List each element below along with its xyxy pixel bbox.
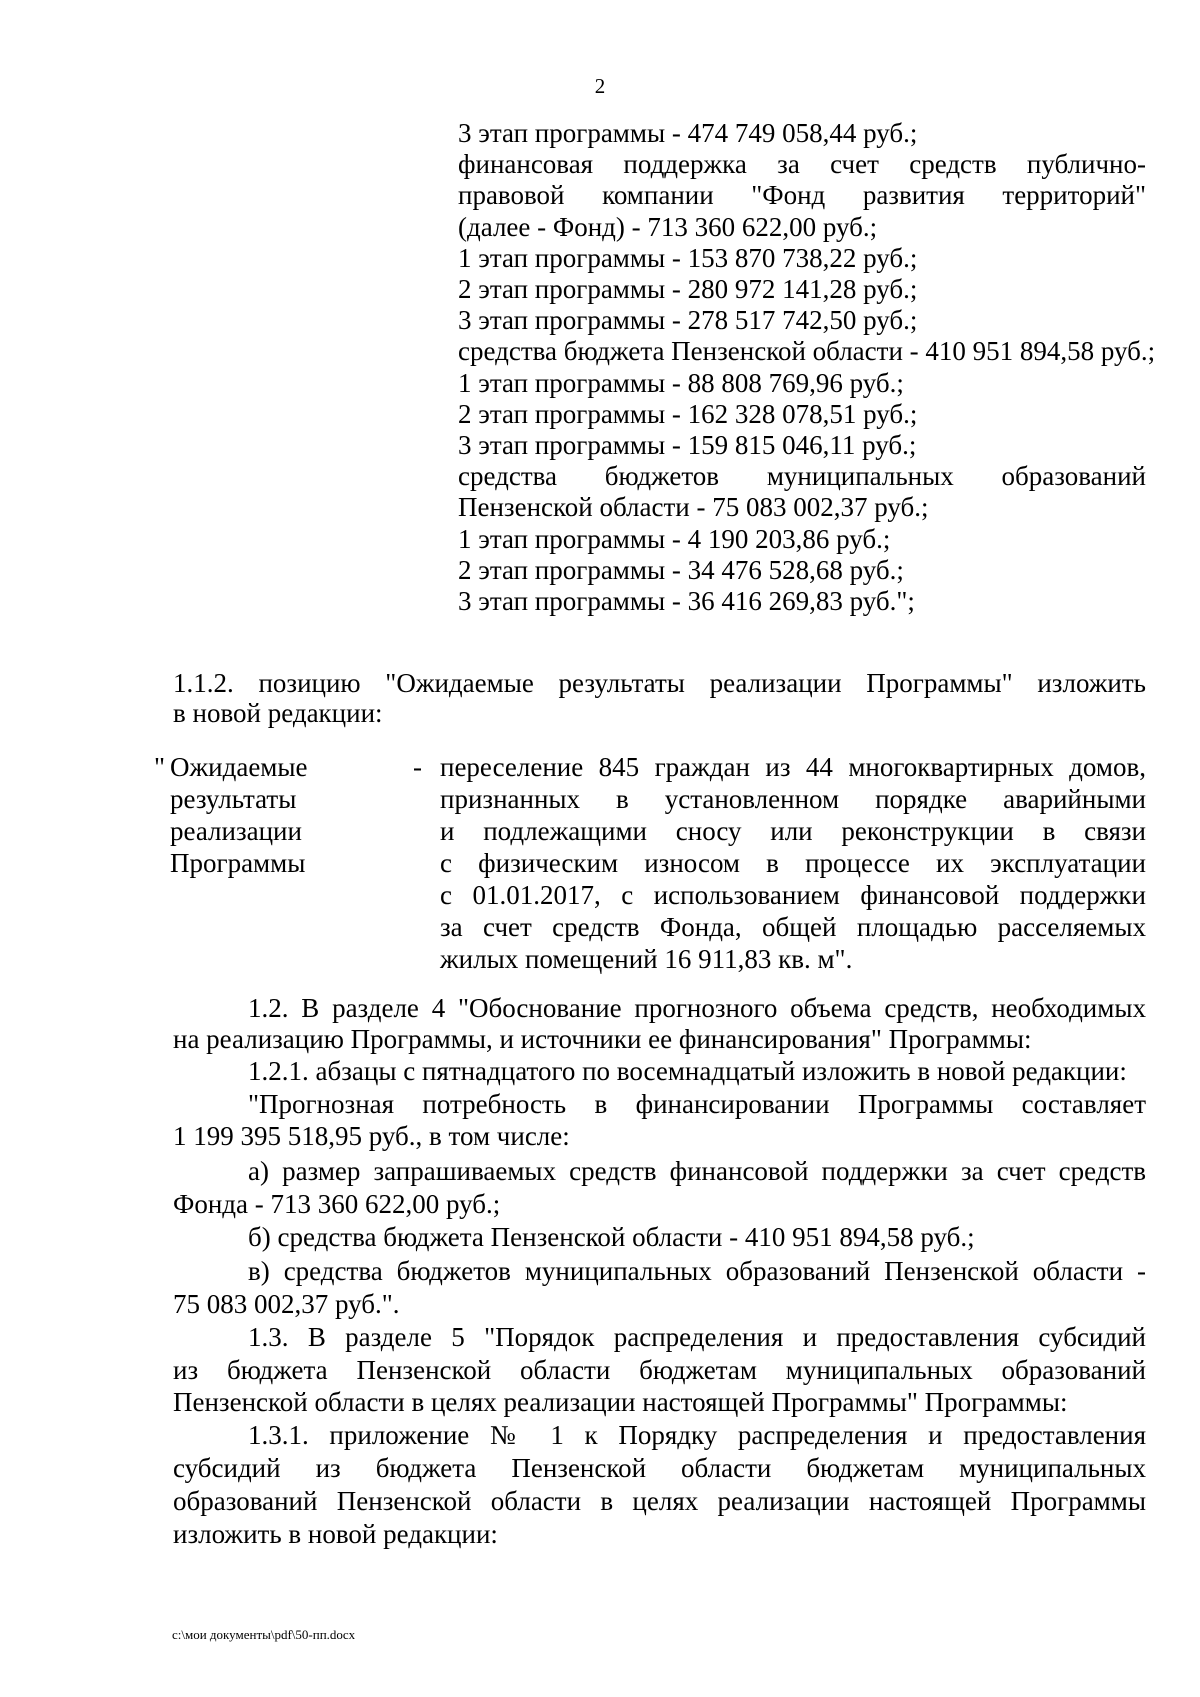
finance-line: средства бюджета Пензенской области - 410 951 894,58 руб.; xyxy=(458,336,1156,367)
finance-line: 2 этап программы - 280 972 141,28 руб.; xyxy=(458,274,918,304)
results-text-line: признанных в установленном порядке аварийными xyxy=(440,784,1146,814)
finance-line: правовой компании "Фонд развития территорий" xyxy=(458,180,1146,211)
para-c-line: 75 083 002,37 руб.". xyxy=(173,1289,400,1319)
para-a-line: Фонда - 713 360 622,00 руб.; xyxy=(173,1189,501,1219)
page-number: 2 xyxy=(594,74,606,98)
para-b: б) средства бюджета Пензенской области - 410 951 894,58 руб.; xyxy=(248,1222,975,1252)
finance-line: 3 этап программы - 278 517 742,50 руб.; xyxy=(458,305,918,336)
finance-line: средства бюджетов муниципальных образований xyxy=(458,461,1146,492)
para-1-3-1-line: изложить в новой редакции: xyxy=(173,1519,498,1549)
para-1-3-line: Пензенской области в целях реализации настоящей Программы" Программы: xyxy=(173,1387,1068,1417)
results-dash: - xyxy=(413,752,422,782)
results-label-line: Ожидаемые xyxy=(170,752,308,782)
results-label-line: результаты xyxy=(170,784,297,814)
results-label-line: реализации xyxy=(170,816,302,846)
results-text-line: жилых помещений 16 911,83 кв. м". xyxy=(440,944,853,974)
para-c-line: в) средства бюджетов муниципальных образований Пензенской области - xyxy=(248,1256,1146,1286)
para-1-1-2-line: в новой редакции: xyxy=(173,698,383,728)
para-1-3-1-line: образований Пензенской области в целях реализации настоящей Программы xyxy=(173,1486,1146,1516)
finance-line: 2 этап программы - 162 328 078,51 руб.; xyxy=(458,398,918,429)
finance-line: 3 этап программы - 159 815 046,11 руб.; xyxy=(458,430,917,460)
para-1-2-1: 1.2.1. абзацы с пятнадцатого по восемнадцатый изложить в новой редакции: xyxy=(248,1056,1127,1086)
para-1-3-line: из бюджета Пензенской области бюджетам муниципальных образований xyxy=(173,1355,1146,1385)
results-text-line: с физическим износом в процессе их эксплуатации xyxy=(440,848,1146,878)
para-1-2-line: 1.2. В разделе 4 "Обоснование прогнозного объема средств, необходимых xyxy=(248,993,1146,1023)
para-1-2-line: на реализацию Программы, и источники ее финансирования" Программы: xyxy=(173,1024,1032,1054)
finance-line: 3 этап программы - 474 749 058,44 руб.; xyxy=(458,118,918,148)
results-text-line: с 01.01.2017, с использованием финансовой поддержки xyxy=(440,880,1146,910)
finance-line: 1 этап программы - 153 870 738,22 руб.; xyxy=(458,242,918,273)
para-a-line: а) размер запрашиваемых средств финансовой поддержки за счет средств xyxy=(248,1156,1146,1186)
file-path-footer: c:\мои документы\pdf\50-пп.docx xyxy=(172,1627,356,1642)
finance-line: Пензенской области - 75 083 002,37 руб.; xyxy=(458,492,929,523)
finance-line: 2 этап программы - 34 476 528,68 руб.; xyxy=(458,554,904,585)
finance-line: 3 этап программы - 36 416 269,83 руб."; xyxy=(458,586,915,616)
results-text-line: переселение 845 граждан из 44 многоквартирных домов, xyxy=(440,752,1146,782)
para-forecast-line: "Прогнозная потребность в финансировании Программы составляет xyxy=(248,1089,1146,1119)
results-text-line: за счет средств Фонда, общей площадью расселяемых xyxy=(440,912,1146,942)
finance-line: 1 этап программы - 88 808 769,96 руб.; xyxy=(458,367,904,398)
open-quote: " xyxy=(154,752,166,782)
finance-line: финансовая поддержка за счет средств публично- xyxy=(458,149,1146,180)
para-1-3-1-line: субсидий из бюджета Пензенской области бюджетам муниципальных xyxy=(173,1453,1146,1483)
para-1-3-line: 1.3. В разделе 5 "Порядок распределения и предоставления субсидий xyxy=(248,1322,1146,1352)
para-1-1-2-line: 1.1.2. позицию "Ожидаемые результаты реализации Программы" изложить xyxy=(173,668,1146,698)
results-text-line: и подлежащими сносу или реконструкции в связи xyxy=(440,816,1146,846)
para-1-3-1-line: 1.3.1. приложение № 1 к Порядку распределения и предоставления xyxy=(248,1420,1146,1450)
results-label-line: Программы xyxy=(170,848,306,878)
finance-line: 1 этап программы - 4 190 203,86 руб.; xyxy=(458,523,891,554)
finance-line: (далее - Фонд) - 713 360 622,00 руб.; xyxy=(458,211,878,242)
para-forecast-line: 1 199 395 518,95 руб., в том числе: xyxy=(173,1121,570,1151)
